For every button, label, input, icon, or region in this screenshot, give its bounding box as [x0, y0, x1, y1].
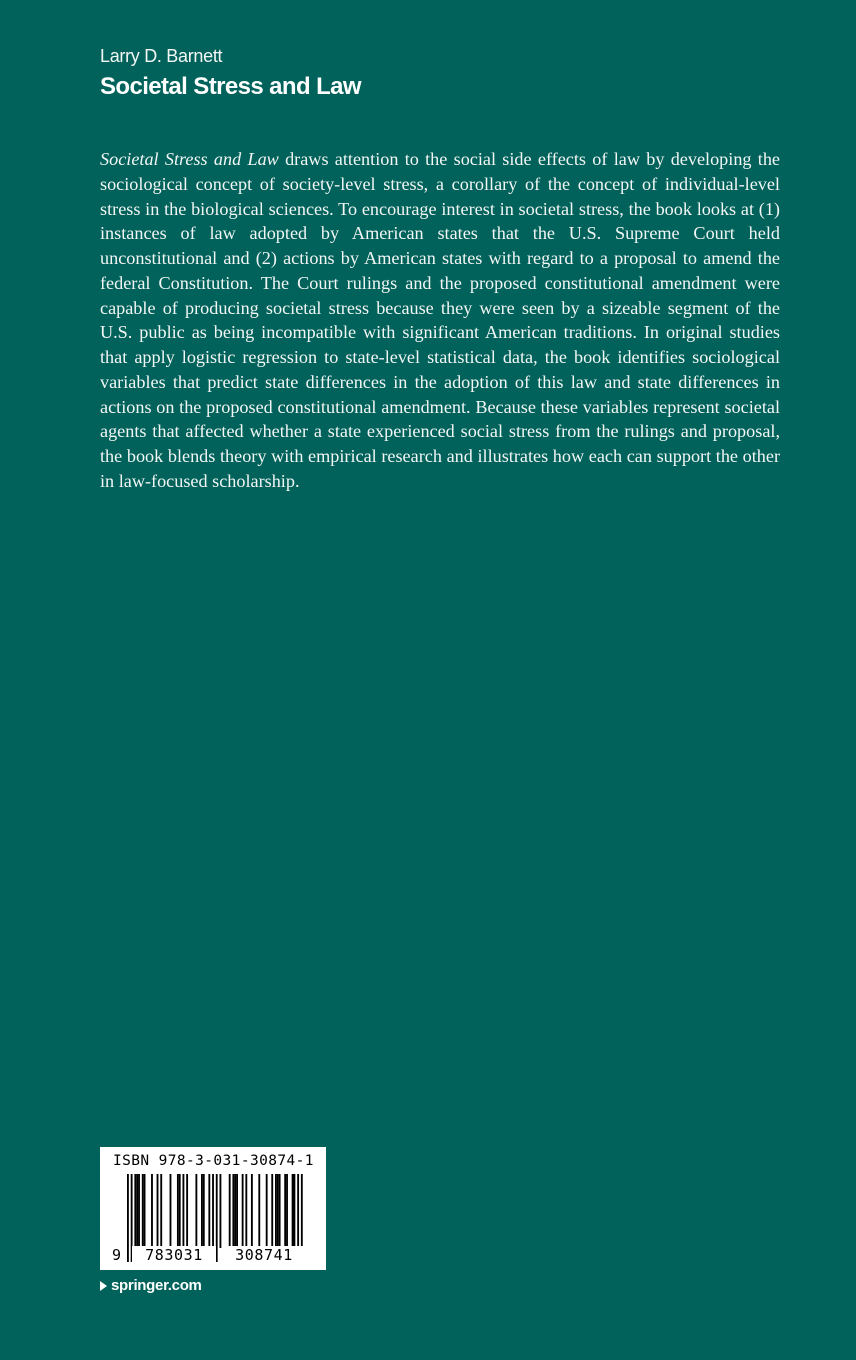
- barcode-bar: [136, 1174, 138, 1248]
- barcode-bar: [242, 1174, 244, 1248]
- blurb-paragraph: [100, 147, 780, 494]
- triangle-right-icon: [100, 1281, 107, 1291]
- barcode-bar: [170, 1174, 172, 1248]
- barcode-bar: [195, 1174, 197, 1248]
- barcode-bar: [201, 1174, 203, 1248]
- barcode-bar: [286, 1174, 288, 1248]
- barcode-bar: [232, 1174, 234, 1248]
- barcode-bar: [142, 1174, 144, 1248]
- barcode-bar: [229, 1174, 231, 1248]
- author-name: Larry D. Barnett: [100, 46, 223, 66]
- barcode-bar: [279, 1174, 281, 1248]
- barcode-bar: [134, 1174, 136, 1248]
- barcode-bar: [127, 1174, 129, 1262]
- barcode-bar: [151, 1174, 153, 1248]
- barcode-bar: [277, 1174, 279, 1248]
- barcode-bar: [275, 1174, 277, 1248]
- barcode-bar: [160, 1174, 162, 1248]
- isbn-barcode: [100, 1147, 326, 1270]
- publisher-link-row[interactable]: [100, 1277, 202, 1294]
- barcode-bar: [208, 1174, 210, 1248]
- barcode-bar: [177, 1174, 179, 1248]
- barcode-bar: [216, 1174, 218, 1262]
- ean-right-digits: 308741: [222, 1246, 306, 1264]
- barcode-bar: [179, 1174, 181, 1248]
- barcode-bar: [220, 1174, 222, 1248]
- blurb-title-italic: Societal Stress and Law: [100, 149, 279, 169]
- barcode-bar: [186, 1174, 188, 1248]
- barcode-bar: [183, 1174, 185, 1248]
- barcode-bar: [251, 1174, 253, 1248]
- barcode-bar: [258, 1174, 260, 1248]
- blurb-body: draws attention to the social side effects of law by developing the sociological concept of society-level stress, a corollary of the concept of individual-level stress in the biological sciences. To encourage interest in societal stress, the book looks at (1) instances of law adopted by American states that the U.S. Supreme Court held unconstitutional and (2) actions by American states with regard to a proposal to amend the federal Constitution. The Court rulings and the proposed constitutional amendment were capable of producing societal stress because they were seen by a sizeable segment of the U.S. public as being incompatible with significant American traditions. In original studies that apply logistic regression to state-level statistical data, the book identifies sociological variables that predict state differences in the adoption of this law and state differences in actions on the proposed constitutional amendment. Because these variables represent societal agents that affected whether a state experienced social stress from the rulings and proposal, the book blends theory with empirical research and illustrates how each can support the other in law-focused scholarship.: [100, 149, 780, 491]
- ean-left-digits: 783031: [132, 1246, 216, 1264]
- barcode-bar: [266, 1174, 268, 1248]
- book-title: Societal Stress and Law: [100, 73, 361, 100]
- barcode-bar: [245, 1174, 247, 1248]
- barcode-bar: [294, 1174, 296, 1248]
- publisher-link[interactable]: springer.com: [111, 1277, 202, 1294]
- barcode-bar: [144, 1174, 146, 1248]
- barcode-bar: [203, 1174, 205, 1248]
- barcode-bar: [284, 1174, 286, 1248]
- barcode-bar: [138, 1174, 140, 1248]
- barcode-bar: [234, 1174, 236, 1248]
- barcode-bar: [292, 1174, 294, 1248]
- barcode-bar: [236, 1174, 238, 1248]
- isbn-label: ISBN 978-3-031-30874-1: [113, 1153, 314, 1169]
- barcode-bar: [157, 1174, 159, 1248]
- ean-first-digit: 9: [112, 1246, 122, 1264]
- barcode-bar: [271, 1174, 273, 1248]
